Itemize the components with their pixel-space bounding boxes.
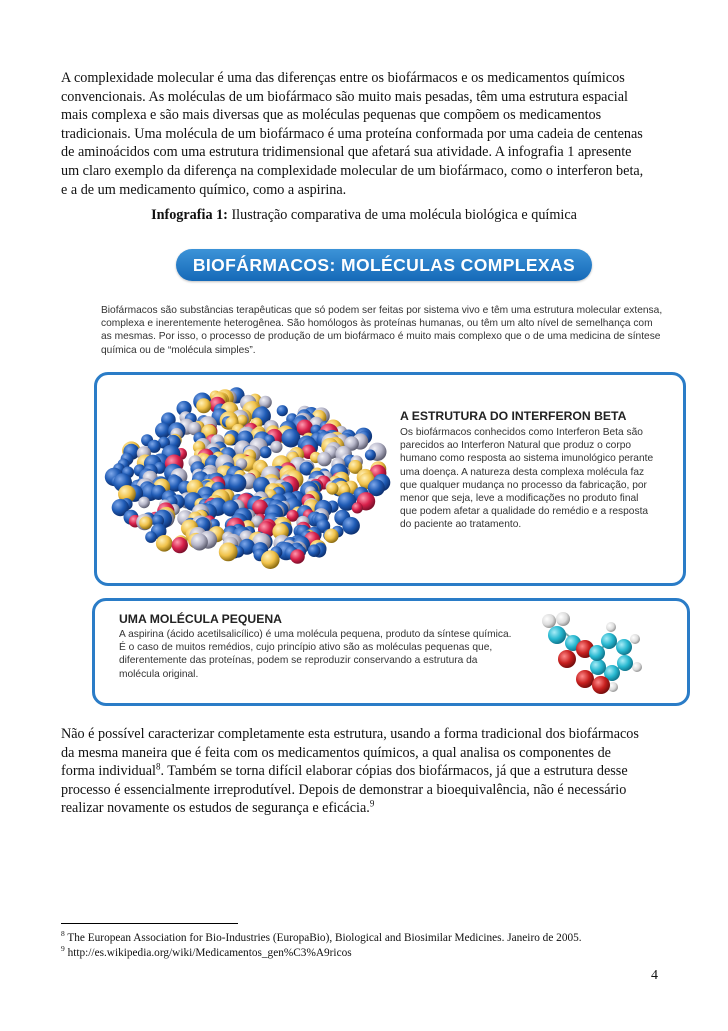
text-line: e a de um medicamento químico, como a aspirina. xyxy=(61,181,347,198)
text-line: convencionais. As moléculas de um biofármaco são muito mais pesadas, têm uma estrutura espacial xyxy=(61,88,628,105)
panel-line: molécula original. xyxy=(119,668,199,680)
footnote-text: http://es.wikipedia.org/wiki/Medicamentos_gen%C3%A9ricos xyxy=(64,947,352,959)
infographic-intro xyxy=(101,304,679,357)
protein-atom xyxy=(352,502,363,513)
protein-atom xyxy=(277,405,288,416)
intro-line: Biofármacos são substâncias terapêuticas que só podem ser feitas por sistema vivo e têm uma estrutura molecular extensa, xyxy=(101,305,663,316)
protein-atom xyxy=(224,434,235,445)
text-line: da mesma maneira que é feita com os medicamentos químicos, a qual analisa os componentes de xyxy=(61,744,611,761)
panel-line: que qualquer mudança no processo da fabricação, por xyxy=(400,479,647,491)
panel-line: A aspirina (ácido acetilsalicílico) é uma molécula pequena, produto da síntese química. xyxy=(119,629,512,640)
interferon-molecule-image xyxy=(103,384,393,574)
panel-line: humano como resposta ao sistema imunológico perante xyxy=(400,453,654,465)
text-fragment: . Também se torna difícil elaborar cópias dos biofármacos, já que a estrutura desse xyxy=(160,763,628,780)
intro-line: as mesmas. Por isso, o processo de produção de um biofármaco é muito mais complexo que o de uma medicina de síntese xyxy=(101,331,661,343)
text-line: A complexidade molecular é uma das diferenças entre os biofármacos e os medicamentos químicos xyxy=(61,70,625,86)
text-line: Não é possível caracterizar completamente esta estrutura, usando a forma tradicional dos biofármacos xyxy=(61,726,639,742)
text-fragment: realizar novamente os estudos de segurança e eficácia. xyxy=(61,800,370,817)
panel-line: uma doença. A natureza desta complexa molécula faz xyxy=(400,466,645,478)
figure-caption xyxy=(0,207,728,224)
footnote-number: 8 xyxy=(61,929,65,939)
protein-atom xyxy=(324,529,338,543)
footnote-ref-8: 8 xyxy=(155,761,161,772)
aspirin-molecule-image xyxy=(527,603,647,695)
panel-line: É o caso de muitos remédios, cujo princípio ativo são as moléculas pequenas que, xyxy=(119,642,493,654)
text-line: de aminoácidos com uma estrutura tridimensional que afetará sua atividade. A infografia 1 apresente xyxy=(61,144,632,161)
footnote-8 xyxy=(61,929,582,944)
protein-atom xyxy=(290,549,305,564)
protein-atom xyxy=(196,398,211,413)
protein-atom xyxy=(172,537,188,553)
second-paragraph xyxy=(61,725,673,818)
protein-atom xyxy=(326,483,338,495)
protein-atom xyxy=(282,429,301,448)
aspirin-panel-title: UMA MOLÉCULA PEQUENA xyxy=(119,612,282,626)
text-line xyxy=(61,799,673,818)
panel-line: diferentemente das proteínas, podem se reproduzir conservando a estrutura da xyxy=(119,655,478,667)
text-line: tradicionais. Uma molécula de um biofármaco é uma proteína conformada por uma cadeia de centenas xyxy=(61,125,643,142)
panel-line: que podem afetar a qualidade do remédio e a resposta xyxy=(400,506,649,518)
intro-line: química ou de “molécula simples”. xyxy=(101,344,256,356)
text-line: um claro exemplo da diferença na complexidade molecular de um biofármaco, como o interferon beta, xyxy=(61,162,644,179)
protein-atom xyxy=(228,474,246,492)
footnote-text: The European Association for Bio-Industries (EuropaBio), Biological and Biosimilar Medicines. Janeiro de 2005. xyxy=(64,932,582,944)
intro-paragraph xyxy=(61,69,673,199)
interferon-panel-text xyxy=(400,426,653,532)
protein-atom xyxy=(219,543,238,562)
text-line xyxy=(61,762,673,781)
aspirin-panel-text xyxy=(119,628,511,681)
intro-line: complexa e inerentemente heterogênea. São homólogos às proteínas humanas, ou têm um alto nível de semelhança com xyxy=(101,318,653,330)
footnote-ref-9: 9 xyxy=(369,798,375,809)
protein-atom xyxy=(317,452,331,466)
protein-atom xyxy=(260,446,272,458)
protein-atom xyxy=(308,544,321,557)
interferon-panel-title: A ESTRUTURA DO INTERFERON BETA xyxy=(400,409,627,423)
page-number: 4 xyxy=(651,968,658,983)
protein-atom xyxy=(261,550,280,569)
aspirin-panel xyxy=(92,598,690,706)
protein-atom xyxy=(139,516,152,529)
protein-atom xyxy=(156,535,173,552)
panel-line: Os biofármacos conhecidos como Interferon Beta são xyxy=(400,427,643,438)
protein-atom xyxy=(145,531,157,543)
footnote-9 xyxy=(61,944,352,959)
protein-atom xyxy=(270,441,282,453)
panel-line: parecidos ao Interferon Natural que produz o corpo xyxy=(400,440,632,452)
panel-line: menor que seja, leve a modificações no produto final xyxy=(400,493,639,505)
footnote-divider xyxy=(61,923,238,924)
caption-text: Ilustração comparativa de uma molécula biológica e química xyxy=(227,207,577,223)
infographic xyxy=(94,241,692,707)
text-line: processo é essencialmente irreprodutível. Depois de demonstrar a bioequivalência, não é necessário xyxy=(61,781,627,798)
infographic-banner: BIOFÁRMACOS: MOLÉCULAS COMPLEXAS xyxy=(176,249,592,281)
interferon-panel xyxy=(94,372,686,586)
text-line: mais complexa e são mais diversas que as moléculas pequenas que compõem os medicamentos xyxy=(61,107,602,124)
caption-label: Infografia 1: xyxy=(151,207,228,223)
protein-atom xyxy=(342,517,360,535)
protein-atom xyxy=(365,450,376,461)
text-fragment: forma individual xyxy=(61,763,156,780)
protein-atom xyxy=(138,497,150,509)
footnote-number: 9 xyxy=(61,944,65,954)
protein-atom xyxy=(191,534,208,551)
panel-line: do paciente ao tratamento. xyxy=(400,519,522,531)
